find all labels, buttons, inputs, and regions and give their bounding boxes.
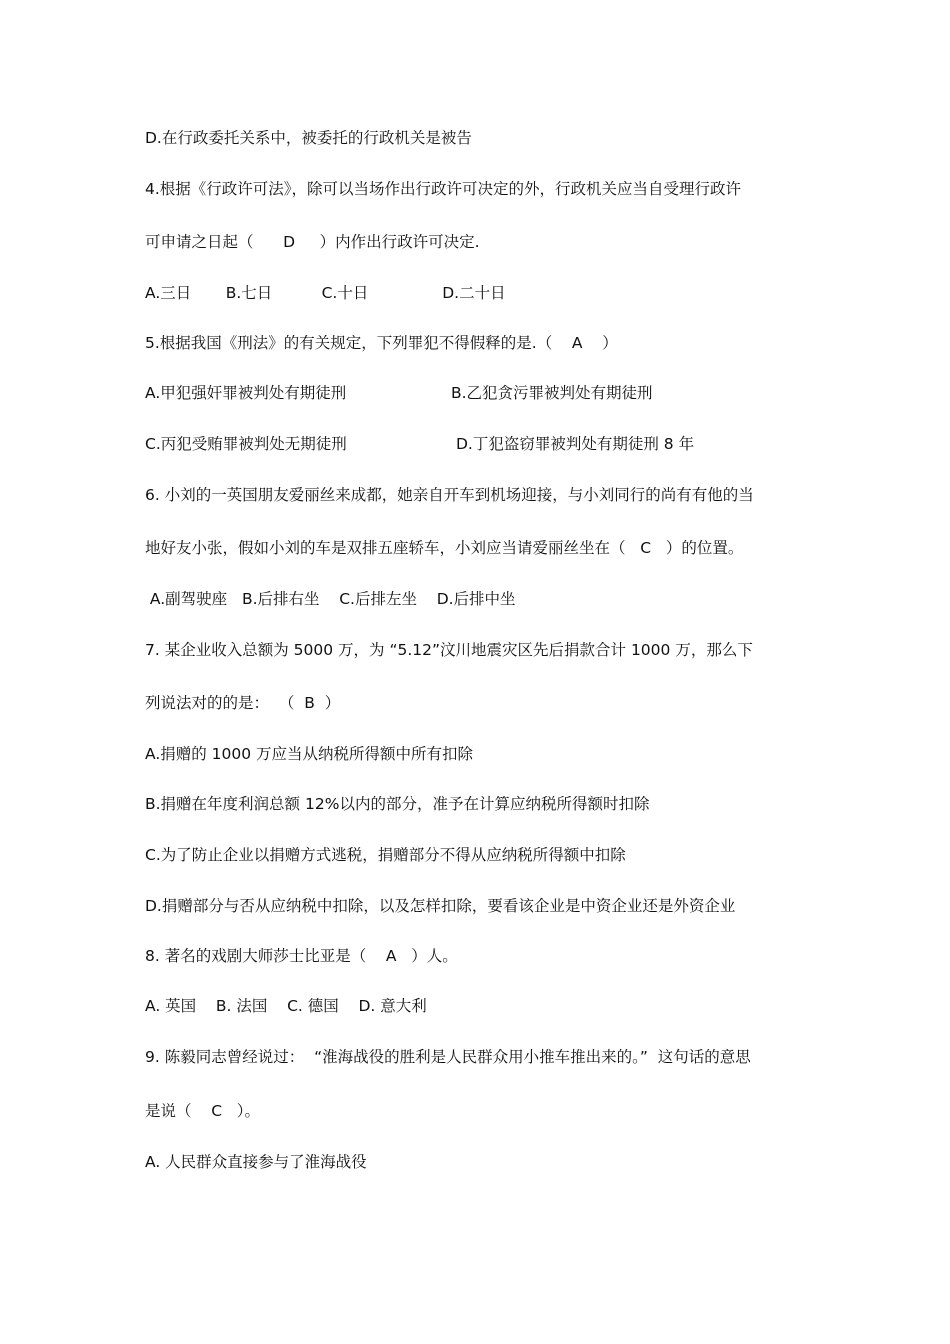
options-line: A.三日 B.七日 C.十日 D.二十日 — [145, 284, 506, 302]
option-line: A.捐赠的 1000 万应当从纳税所得额中所有扣除 — [145, 745, 474, 763]
option-line: D.捐赠部分与否从应纳税中扣除，以及怎样扣除，要看该企业是中资企业还是外资企业 — [145, 897, 736, 915]
option-line: B.乙犯贪污罪被判处有期徒刑 — [451, 384, 653, 402]
question-line: 9. 陈毅同志曾经说过： “淮海战役的胜利是人民群众用小推车推出来的。” 这句话的意思 — [145, 1048, 751, 1066]
question-line: 5.根据我国《刑法》的有关规定，下列罪犯不得假释的是.（ A ） — [145, 334, 618, 352]
question-line: 地好友小张，假如小刘的车是双排五座轿车，小刘应当请爱丽丝坐在（ C ）的位置。 — [145, 539, 744, 557]
question-line: 8. 著名的戏剧大师莎士比亚是（ A ）人。 — [145, 947, 458, 965]
question-line: 4.根据《行政许可法》，除可以当场作出行政许可决定的外，行政机关应当自受理行政许 — [145, 180, 742, 198]
options-line: A. 英国 B. 法国 C. 德国 D. 意大利 — [145, 997, 427, 1015]
question-line: 6. 小刘的一英国朋友爱丽丝来成都，她亲自开车到机场迎接，与小刘同行的尚有有他的当 — [145, 486, 754, 504]
question-line: 是说（ C ）。 — [145, 1102, 261, 1120]
option-line: D.在行政委托关系中，被委托的行政机关是被告 — [145, 129, 472, 147]
question-line: 可申请之日起（ D ）内作出行政许可决定. — [145, 233, 480, 251]
question-line: 列说法对的的是： （ B ） — [145, 694, 341, 712]
option-line: A.甲犯强奸罪被判处有期徒刑 — [145, 384, 347, 402]
question-line: 7. 某企业收入总额为 5000 万，为 “5.12”汶川地震灾区先后捐款合计 1000 万，那么下 — [145, 641, 753, 659]
option-line: C.丙犯受贿罪被判处无期徒刑 — [145, 435, 347, 453]
option-line: D.丁犯盗窃罪被判处有期徒刑 8 年 — [456, 435, 695, 453]
option-line: A. 人民群众直接参与了淮海战役 — [145, 1153, 367, 1171]
option-line: B.捐赠在年度利润总额 12%以内的部分，准予在计算应纳税所得额时扣除 — [145, 795, 650, 813]
option-line: C.为了防止企业以捐赠方式逃税，捐赠部分不得从应纳税所得额中扣除 — [145, 846, 626, 864]
options-line: A.副驾驶座 B.后排右坐 C.后排左坐 D.后排中坐 — [145, 590, 516, 608]
